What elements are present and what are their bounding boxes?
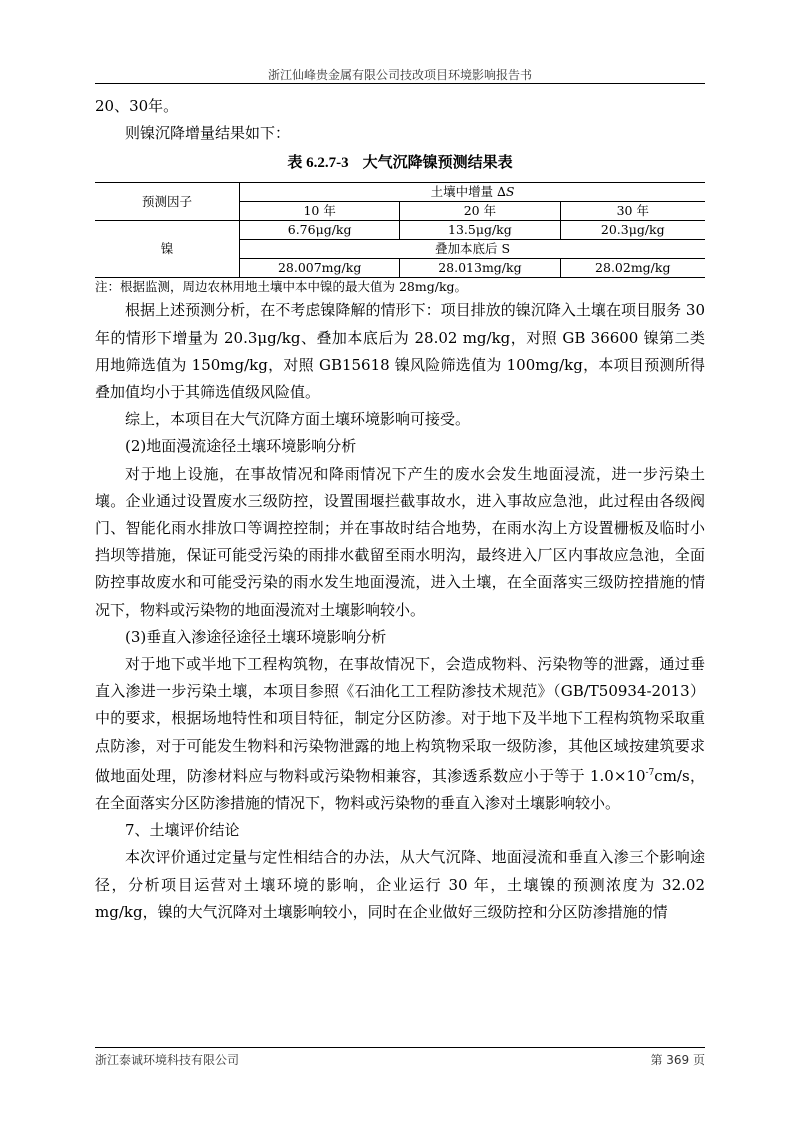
- page-content: [95, 93, 705, 926]
- section-heading-vertical-infiltration: (3)垂直入渗途径途径土壤环境影响分析: [125, 627, 387, 646]
- nickel-label: 镍: [95, 221, 240, 278]
- paragraph-text: 对于地下或半地下工程构筑物，在事故情况下，会造成物料、污染物等的泄露，通过垂直入渗进一步污染土壤，本项目参照《石油化工工程防渗技术规范》（GB/T50934-2013）中的要求，根据场地特性和项目特征，制定分区防渗。对于地下及半地下工程构筑物采取重点防渗，对于可能发生物料和污染物泄露的地上构筑物采取一级防渗，其他区域按建筑要求做地面处理，防渗材料应与物料或污染物相兼容，其渗透系数应小于等于 1.0×10: [95, 655, 705, 785]
- increment-cell: 13.5μg/kg: [400, 221, 560, 240]
- overlay-cell: 28.007mg/kg: [240, 259, 400, 278]
- footer-rule: [95, 1047, 705, 1048]
- header-rule: [95, 83, 705, 84]
- table-caption: 大气沉降镍预测结果表: [362, 153, 513, 172]
- increment-cell: 20.3μg/kg: [560, 221, 705, 240]
- increase-header: [240, 183, 706, 202]
- table-row: [95, 221, 705, 240]
- year-header: 10 年: [240, 202, 400, 221]
- paragraph-vertical-infiltration: [95, 651, 705, 817]
- overlay-header: 叠加本底后 S: [240, 240, 706, 259]
- paragraph-summary: 综上，本项目在大气沉降方面土壤环境影响可接受。: [125, 410, 471, 429]
- increase-header-symbol: S: [505, 184, 515, 200]
- paragraph-surface-runoff: 对于地上设施，在事故情况和降雨情况下产生的废水会发生地面浸流，进一步污染土壤。企业通过设置废水三级防控，设置围堰拦截事故水，进入事故应急池，此过程由各级阀门、智能化雨水排放口等调控控制；并在事故时结合地势，在雨水沟上方设置栅板及临时小挡坝等措施，保证可能受污染的雨排水截留至雨水明沟，最终进入厂区内事故应急池，全面防控事故废水和可能受污染的雨水发生地面漫流，进入土壤，在全面落实三级防控措施的情况下，物料或污染物的地面漫流对土壤影响较小。: [95, 464, 705, 619]
- footer-page-number: 第 369 页: [650, 1053, 705, 1067]
- paragraph-conclusion: 本次评价通过定量与定性相结合的办法，从大气沉降、地面浸流和垂直入渗三个影响途径，分析项目运营对土壤环境的影响，企业运行 30 年，土壤镍的预测浓度为 32.02 mg/kg，镍的大气沉降对土壤影响较小，同时在企业做好三级防控和分区防渗措施的情: [95, 848, 705, 921]
- paragraph-intro: 则镍沉降增量结果如下：: [125, 124, 291, 143]
- year-header: 30 年: [560, 202, 705, 221]
- section-heading-surface-runoff: (2)地面漫流途径土壤环境影响分析: [125, 437, 357, 456]
- factor-header: 预测因子: [95, 183, 240, 221]
- paragraph-continuation: 20、30年。: [95, 97, 179, 115]
- paragraph-analysis: 根据上述预测分析，在不考虑镍降解的情形下：项目排放的镍沉降入土壤在项目服务 30 年的情形下增量为 20.3μg/kg、叠加本底后为 28.02 mg/kg，对照 GB 36600 镍第二类用地筛选值为 150mg/kg，对照 GB15618 镍风险筛选值为 100mg/kg，本项目预测所得叠加值均小于其筛选值级风险值。: [95, 301, 705, 402]
- exponent: -7: [645, 767, 655, 778]
- paragraph-text: cm/s，在全面落实分区防渗措施的情况下，物料或污染物的垂直入渗对土壤影响较小。: [95, 766, 705, 813]
- section-heading-conclusion: 7、土壤评价结论: [125, 821, 240, 840]
- overlay-cell: 28.013mg/kg: [400, 259, 560, 278]
- table-row: [95, 183, 705, 202]
- increment-cell: 6.76μg/kg: [240, 221, 400, 240]
- page-header: 浙江仙峰贵金属有限公司技改项目环境影响报告书: [267, 68, 532, 82]
- table-number: 表 6.2.7-3: [287, 155, 349, 172]
- nickel-prediction-table: [95, 182, 705, 278]
- overlay-cell: 28.02mg/kg: [560, 259, 705, 278]
- table-title: [95, 151, 705, 174]
- table-note: 注：根据监测，周边农林用地土壤中本中镍的最大值为 28mg/kg。: [95, 279, 468, 295]
- footer-company: 浙江泰诚环境科技有限公司: [95, 1053, 240, 1067]
- year-header: 20 年: [400, 202, 560, 221]
- increase-header-label: 土壤中增量 ∆: [430, 184, 506, 200]
